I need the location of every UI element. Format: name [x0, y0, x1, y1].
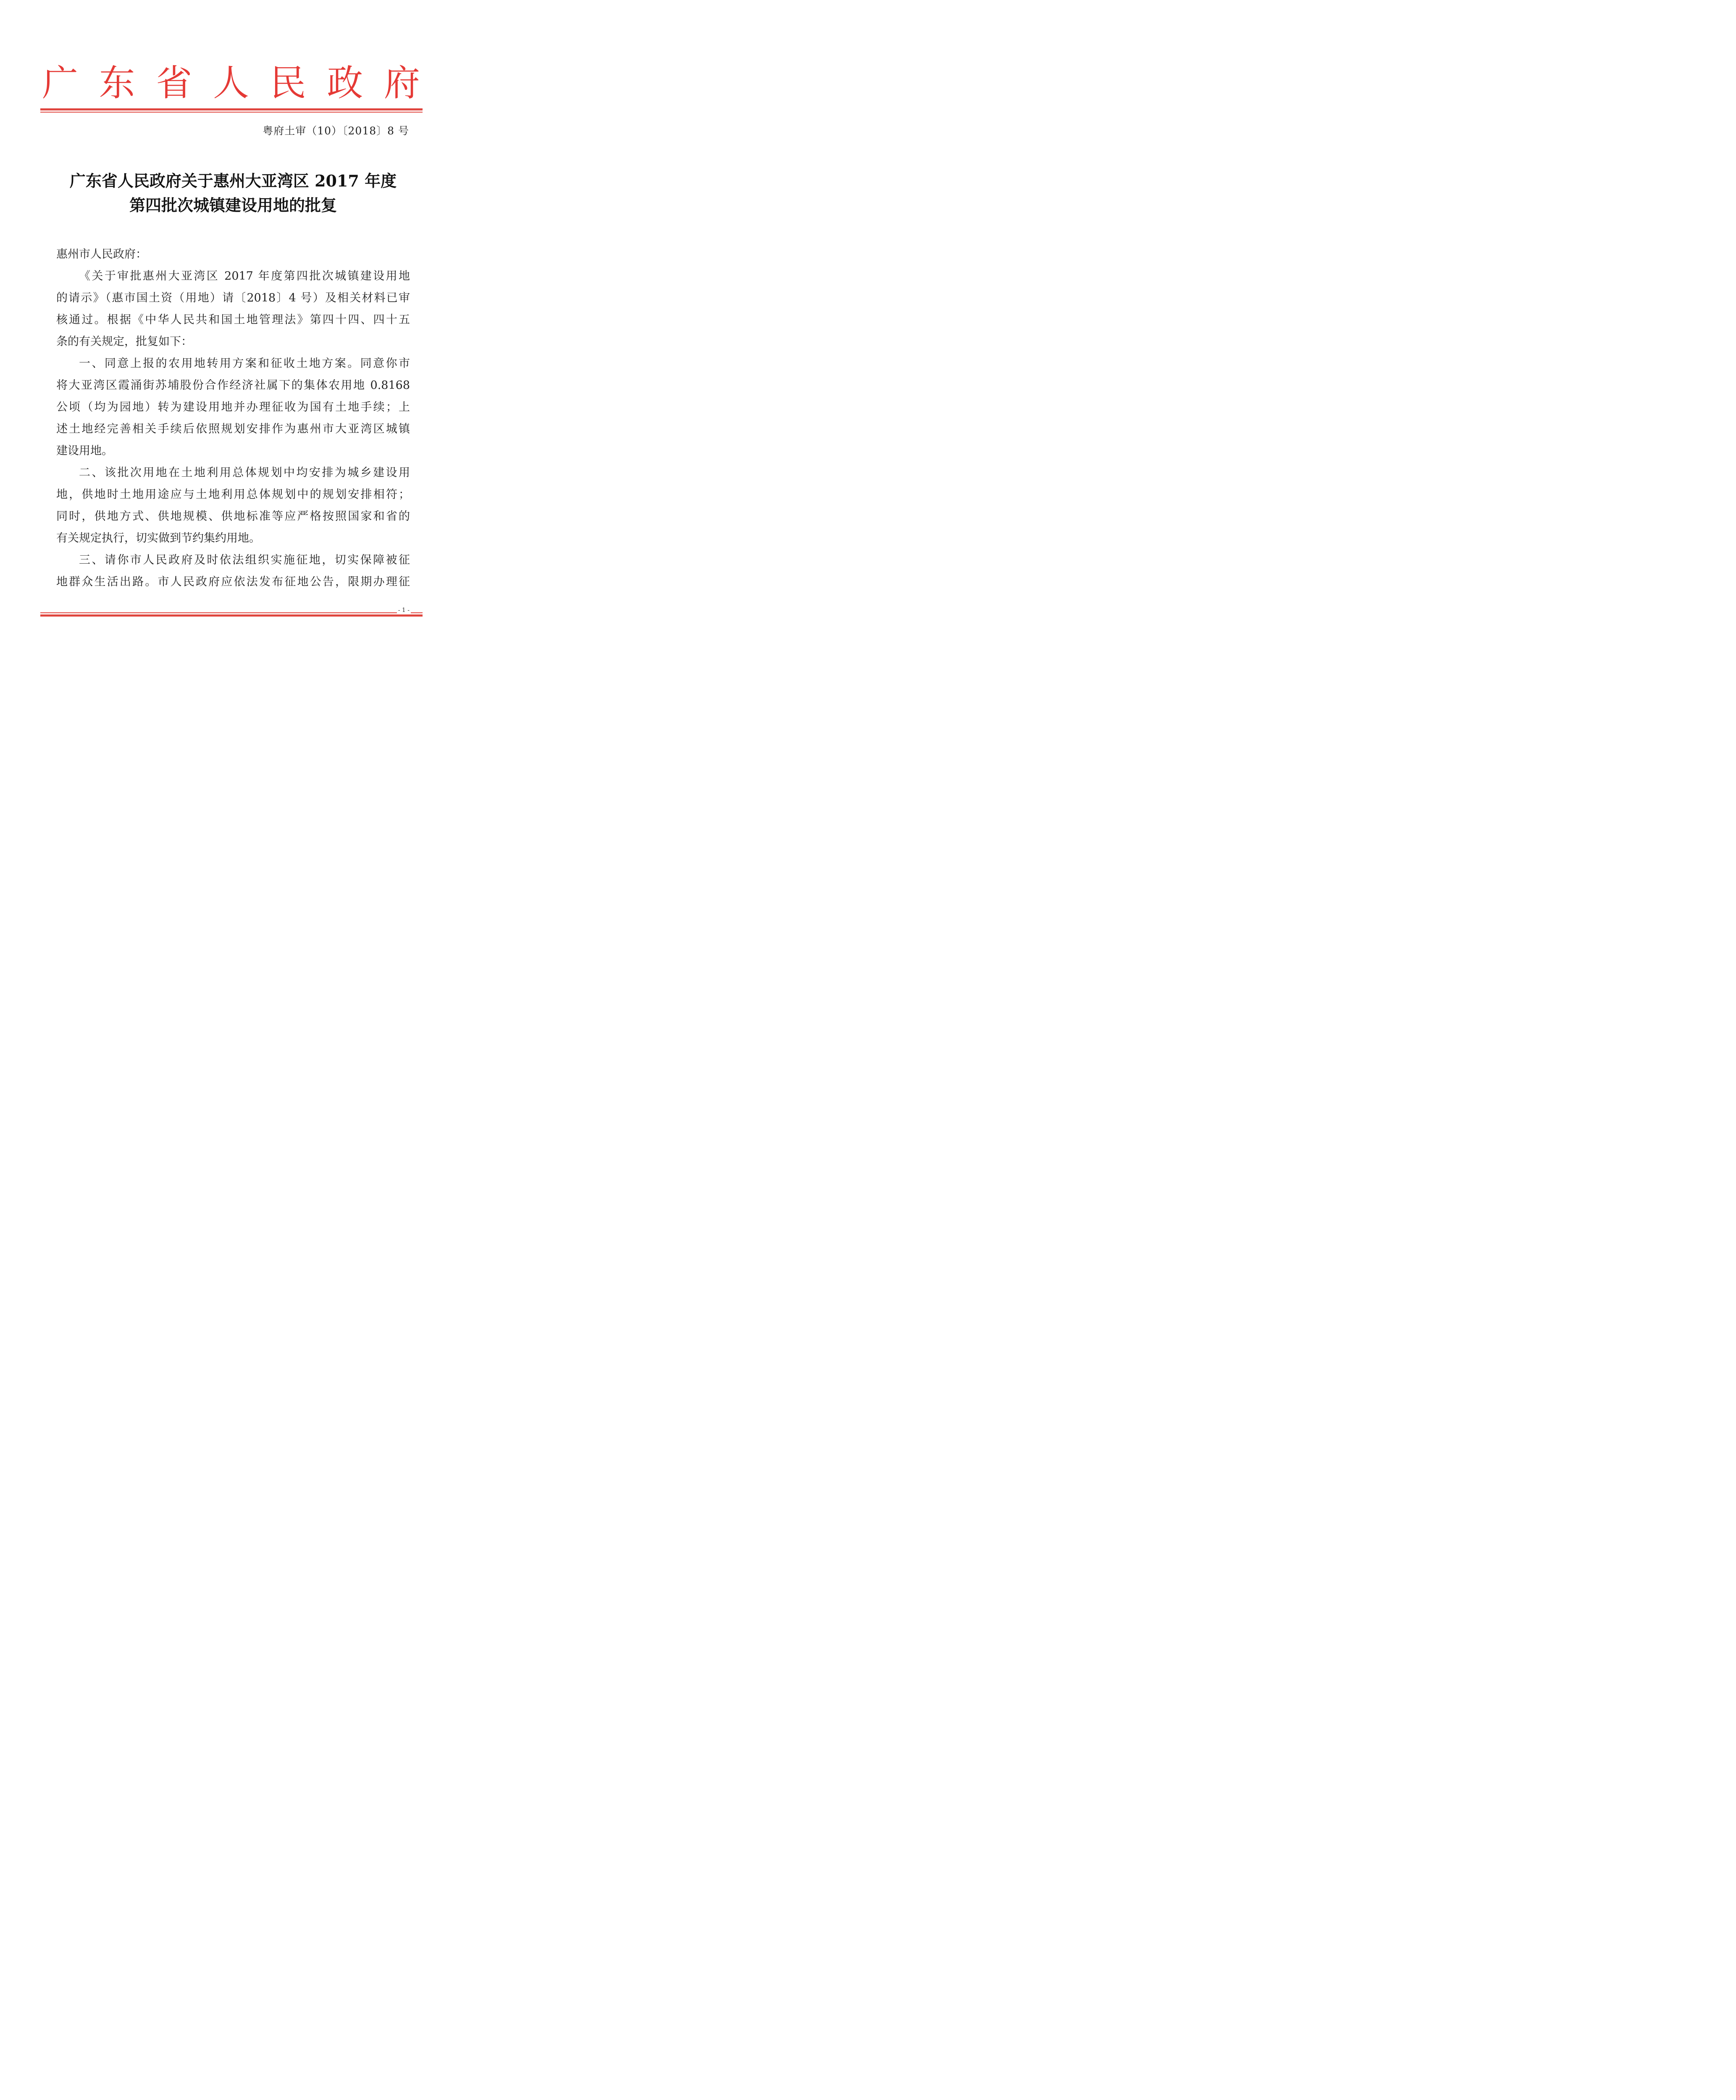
title-line-1: 广东省人民政府关于惠州大亚湾区 2017 年度: [69, 171, 397, 190]
masthead-char: 人: [213, 62, 249, 104]
masthead-char: 府: [383, 62, 420, 104]
salutation: 惠州市人民政府：: [56, 248, 147, 261]
body-line: 《关于审批惠州大亚湾区 2017 年度第四批次城镇建设用地: [79, 270, 410, 283]
rule-thick-line: [40, 614, 423, 617]
body-line: 建设用地。: [56, 444, 113, 457]
body-line: 公顷（均为园地）转为建设用地并办理征收为国有土地手续；上: [56, 401, 410, 414]
masthead-char: 东: [99, 62, 135, 104]
body-line: 地群众生活出路。市人民政府应依法发布征地公告，限期办理征: [56, 575, 410, 588]
title-line-2: 第四批次城镇建设用地的批复: [129, 196, 337, 215]
masthead-char: 省: [156, 62, 192, 104]
body-line: 将大亚湾区霞涌街苏埔股份合作经济社属下的集体农用地 0.8168: [56, 379, 410, 392]
body-line: 二、该批次用地在土地利用总体规划中均安排为城乡建设用: [79, 466, 410, 479]
document-body: [56, 244, 410, 593]
issuer-masthead: [42, 63, 420, 103]
body-line: 述土地经完善相关手续后依照规划安排作为惠州市大亚湾区城镇: [56, 423, 410, 436]
body-line: 三、请你市人民政府及时依法组织实施征地，切实保障被征: [79, 554, 410, 567]
body-line: 一、同意上报的农用地转用方案和征收土地方案。同意你市: [79, 357, 410, 370]
rule-thin-line: [40, 112, 423, 113]
document-title: [42, 169, 424, 218]
footer-red-rule: [40, 612, 423, 617]
rule-thin-line: [40, 612, 423, 613]
header-red-rule: [40, 108, 423, 113]
masthead-char: 广: [42, 62, 78, 104]
body-line: 地，供地时土地用途应与土地利用总体规划中的规划安排相符；: [56, 488, 410, 501]
document-page: [0, 0, 466, 659]
document-number: 粤府土审（10）〔2018〕8 号: [263, 125, 409, 137]
body-line: 条的有关规定，批复如下：: [56, 335, 192, 348]
page-number: - 1 -: [397, 606, 411, 614]
body-line: 核通过。根据《中华人民共和国土地管理法》第四十四、四十五: [56, 313, 410, 326]
body-line: 的请示》（惠市国土资（用地）请〔2018〕4 号）及相关材料已审: [56, 291, 410, 304]
masthead-char: 政: [327, 62, 363, 104]
masthead-char: 民: [270, 62, 306, 104]
body-line: 有关规定执行，切实做到节约集约用地。: [56, 532, 260, 545]
rule-thick-line: [40, 108, 423, 110]
body-line: 同时，供地方式、供地规模、供地标准等应严格按照国家和省的: [56, 510, 410, 523]
